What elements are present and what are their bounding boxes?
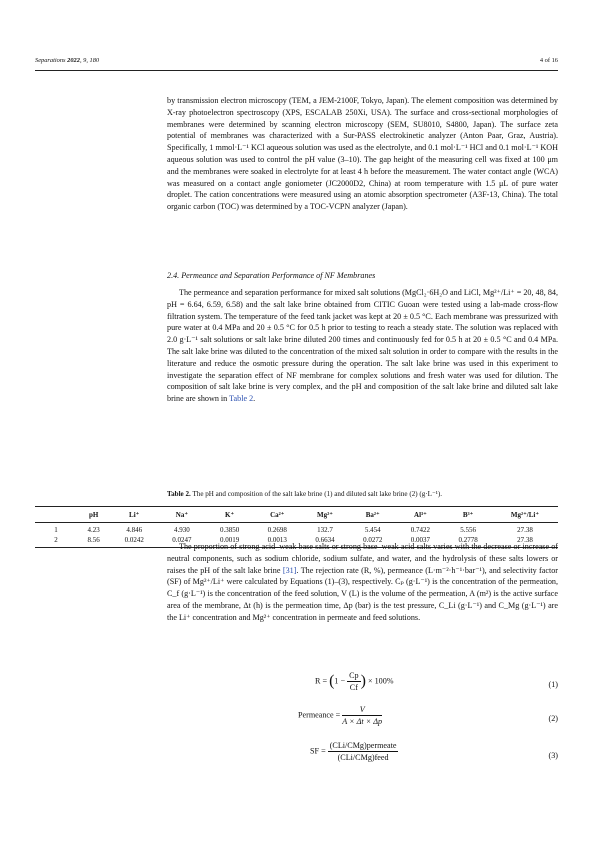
equation-number: (3) bbox=[548, 751, 558, 760]
table-caption-text: The pH and composition of the salt lake brine (1) and diluted salt lake brine (2) (g·L⁻¹). bbox=[190, 490, 442, 498]
denominator: Cf bbox=[349, 683, 358, 692]
table-header-cell bbox=[35, 507, 77, 523]
paragraph-text: The permeance and separation performance for mixed salt solutions (MgCl₂·6H₂O and LiCl, Mg²⁺/Li⁺ = 20, 48, 84, pH = 6.64, 6.59, 6.58) and the salt lake brine obtained from CITIC Guoan were tested using a lab-made cross-flow filtration system. The temperature of the feed tank jacket was kept at 20 ± 0.5 °C. Each membrane was pressurized with pure water at 0.4 MPa and 20 ± 0.5 °C for 0.5 h prior to testing to reach a steady state. The solution was replaced with 2.0 g·L⁻¹ salt solutions or salt lake brine diluted 200 times and continuously fed for 0.5 h at 20 ± 0.5 °C and 0.4 MPa. The salt lake brine was diluted to the concentration of the mixed salt solution in order to compare with the results in the literature and reduce the osmotic pressure during the operation. The salt lake brine was used in this experiment to investigate the separation effect of NF membrane for complex solutions and fresh water was used for dilution. The composition of salt lake brine is very complex, and the pH and composition of the salt lake brine and diluted salt lake brine are shown in bbox=[167, 288, 558, 404]
numerator: (CLi/CMg)permeate bbox=[329, 741, 397, 750]
table-cell: 27.38 bbox=[492, 535, 558, 548]
running-header bbox=[35, 57, 558, 69]
table-cell: 0.2778 bbox=[444, 535, 492, 548]
fraction bbox=[342, 705, 382, 726]
table-cell: 0.7422 bbox=[410, 526, 431, 534]
equation-tail: × 100% bbox=[367, 676, 394, 686]
table-cell: 5.454 bbox=[364, 526, 381, 534]
paragraph-text: The proportion of strong acid–weak base salts or strong base–weak acid salts varies with the decrease or increase of neutral components, such as sodium chloride, sodium sulfate, and water, and the hydrolysis of these salts lowers or raises the pH of the salt lake brine bbox=[167, 542, 558, 575]
table-header-cell: Mg²⁺/Li⁺ bbox=[492, 507, 558, 523]
fraction bbox=[328, 741, 399, 762]
table-cell: 4.930 bbox=[174, 526, 190, 534]
table-header-cell: Ca²⁺ bbox=[253, 507, 301, 523]
equation-1 bbox=[167, 671, 558, 701]
table-header-row bbox=[35, 507, 558, 523]
table-cell: 0.3850 bbox=[219, 526, 240, 534]
table-caption bbox=[167, 489, 558, 501]
table-cell: 132.7 bbox=[317, 526, 333, 534]
equation-lhs: R = bbox=[315, 676, 328, 686]
table-header-cell: pH bbox=[77, 507, 110, 523]
table-cell: 0.0019 bbox=[206, 535, 254, 548]
right-paren: ) bbox=[360, 672, 366, 690]
paragraph-text-cont: . The rejection rate (R, %), permeance (L·m⁻²·h⁻¹·bar⁻¹), and selectivity factor (SF) of Mg²⁺/Li⁺ were calculated by Equations (1)–(3), respectively. Cₚ (g·L⁻¹) is the concentration of the permeation, C_f (g·L⁻¹) is the concentration of the feed solution, V (L) is the volume of the permeation, A (m²) is the active surface area of the membrane, Δt (h) is the permeation time, Δp (bar) is the test pressure, C_Li (g·L⁻¹) and C_Mg (g·L⁻¹) are the Li⁺ concentration and Mg²⁺ concentration in permeate and feed solutions. bbox=[167, 565, 558, 622]
table-cell: 0.0242 bbox=[110, 535, 158, 548]
equation-number: (1) bbox=[548, 680, 558, 689]
section-heading: 2.4. Permeance and Separation Performance of NF Membranes bbox=[167, 271, 376, 280]
table-caption-label: Table 2. bbox=[167, 490, 191, 498]
table-cell: 0.0272 bbox=[349, 535, 397, 548]
numerator: Cp bbox=[349, 671, 359, 680]
citation-link[interactable]: [31] bbox=[282, 565, 297, 575]
equation-lhs: Permeance = bbox=[298, 710, 341, 720]
table-cell: 2 bbox=[35, 535, 77, 548]
table-header-cell: K⁺ bbox=[206, 507, 254, 523]
left-paren: ( bbox=[329, 672, 335, 690]
one-minus: 1 − bbox=[334, 676, 346, 686]
table-header-cell: Mg²⁺ bbox=[301, 507, 349, 523]
journal-name: Separations bbox=[35, 57, 66, 64]
table-header-cell: Na⁺ bbox=[158, 507, 206, 523]
table-cell: 4.23 bbox=[87, 526, 100, 534]
equation-3 bbox=[167, 741, 558, 771]
paragraph-permeance bbox=[167, 287, 558, 405]
denominator: (CLi/CMg)feed bbox=[337, 753, 389, 762]
table-header-cell: B³⁺ bbox=[444, 507, 492, 523]
table-cell: 0.0247 bbox=[158, 535, 206, 548]
table-cell: 1 bbox=[54, 526, 58, 534]
equation-2 bbox=[167, 705, 558, 733]
table-header-cell: Ba²⁺ bbox=[349, 507, 397, 523]
denominator: A × Δt × Δp bbox=[342, 717, 383, 726]
table-cell: 0.2698 bbox=[267, 526, 287, 534]
table-cell: 8.56 bbox=[77, 535, 110, 548]
table-reference-link[interactable]: Table 2 bbox=[229, 394, 254, 404]
table-cell: 0.6634 bbox=[301, 535, 349, 548]
journal-volume: , 9, 180 bbox=[79, 57, 100, 64]
journal-year: 2022 bbox=[67, 57, 80, 64]
paragraph-methods: by transmission electron microscopy (TEM, a JEM-2100F, Tokyo, Japan). The element composition was determined by X-ray photoelectron spectroscopy (XPS, ESCALAB 250Xi, USA). The surface and cross-sectional morphologies of membranes were determined by scanning electron microscopy (SEM, SU8010, S4800, Japan). The surface zeta potential of membranes was characterized with a Sur-PASS electrokinetic analyzer (Anton Paar, Graz, Austria). Specifically, 1 mmol·L⁻¹ KCl aqueous solution was used as the electrolyte, and 0.1 mol·L⁻¹ HCl and 0.1 mol·L⁻¹ KOH aqueous solution was used to control the pH value (3–10). The gap height of the measuring cell was fixed at 100 μm and the membranes were soaked in electrolyte for at least 4 h before the measurement. The water contact angle (WCA) was measured on a contact angle goniometer (JC2000D2, China) at room temperature with 1.5 μL of pure water droplet. The cation concentrations were measured using an atomic absorption spectrometer (A3F-13, China). The total organic carbon (TOC) was determined by a TOC-VCPN analyzer (Japan). bbox=[167, 96, 558, 212]
equation-lhs: SF = bbox=[310, 746, 326, 756]
numerator: V bbox=[342, 705, 382, 716]
header-divider bbox=[35, 70, 558, 71]
page-number: 4 of 16 bbox=[539, 57, 558, 64]
table-cell: 27.38 bbox=[517, 526, 533, 534]
paragraph-calculation bbox=[167, 541, 558, 624]
table-header-cell: Al³⁺ bbox=[397, 507, 445, 523]
table-cell: 5.556 bbox=[460, 526, 476, 534]
equation-number: (2) bbox=[548, 714, 558, 723]
table-cell: 0.0013 bbox=[253, 535, 301, 548]
table-row bbox=[35, 523, 558, 536]
table-cell: 4.846 bbox=[126, 526, 143, 534]
fraction bbox=[347, 671, 360, 692]
table-header-cell: Li⁺ bbox=[110, 507, 158, 523]
paragraph-end: . bbox=[253, 394, 256, 404]
table-cell: 0.0037 bbox=[397, 535, 445, 548]
